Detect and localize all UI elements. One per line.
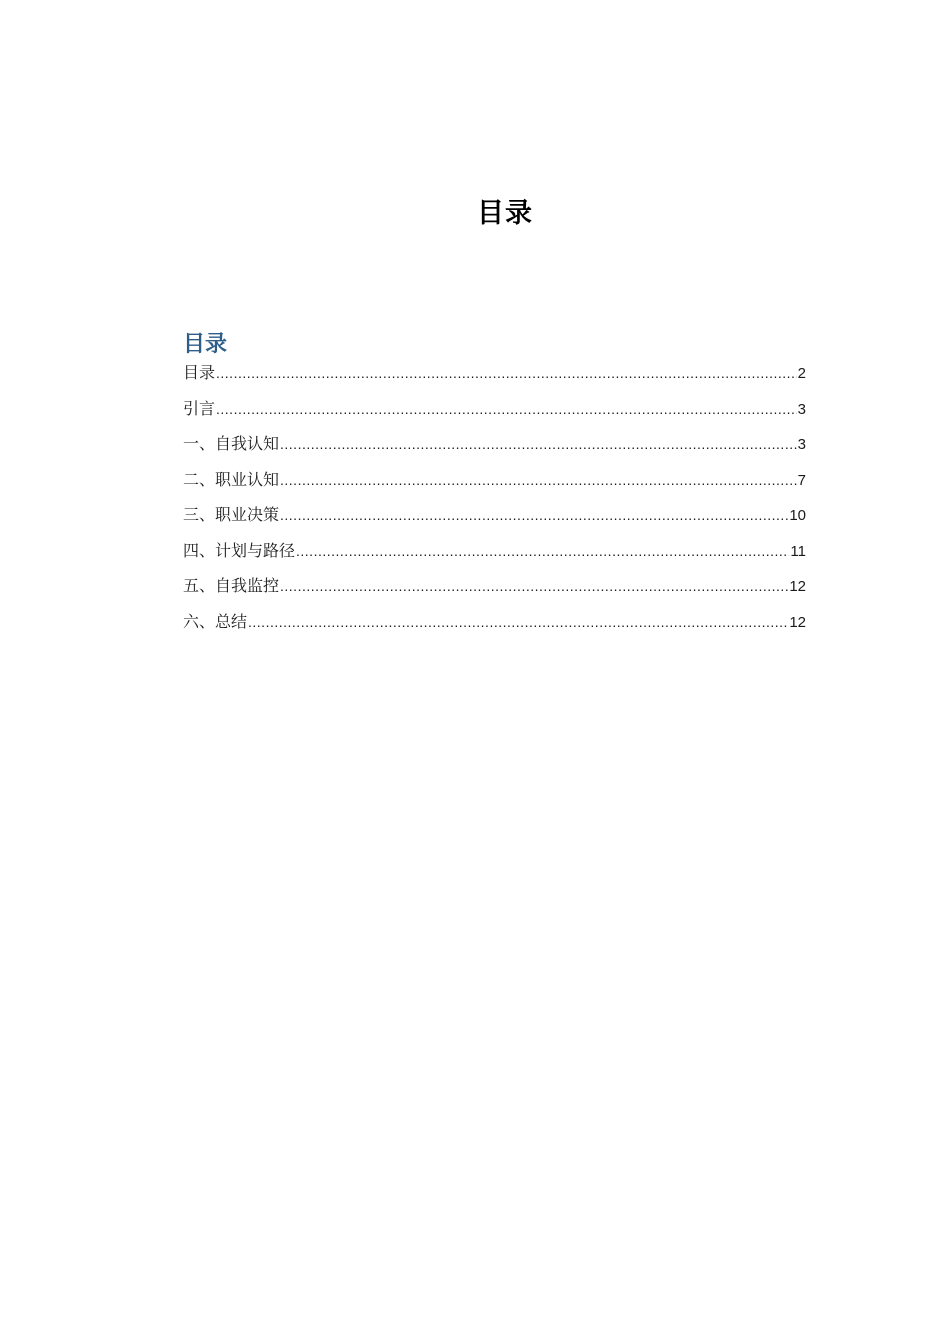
page-title: 目录 (477, 198, 533, 229)
toc-dot-leader (280, 503, 788, 527)
toc-entry-plan-and-path[interactable] (183, 539, 806, 575)
toc-dot-leader (216, 361, 797, 385)
toc-dot-leader (280, 574, 788, 598)
toc-entry-contents[interactable] (183, 361, 806, 397)
toc-entry-page: 7 (797, 471, 806, 489)
toc-entry-career-awareness[interactable] (183, 468, 806, 504)
toc-entry-page: 3 (797, 400, 806, 418)
toc-dot-leader (248, 610, 788, 634)
toc-entry-career-decision[interactable] (183, 503, 806, 539)
toc-dot-leader (280, 432, 797, 456)
toc-entry-label: 三、职业决策 (183, 505, 280, 524)
toc-entry-summary[interactable] (183, 610, 806, 646)
toc-dot-leader (216, 397, 797, 421)
toc-entry-label: 六、总结 (183, 611, 248, 631)
toc-entry-label: 目录 (183, 363, 216, 382)
toc-entry-page: 12 (789, 613, 806, 631)
toc-entry-page: 3 (797, 436, 806, 453)
toc-entry-label: 二、职业认知 (183, 469, 280, 489)
table-of-contents (183, 361, 806, 645)
toc-entry-page: 10 (789, 507, 806, 524)
toc-dot-leader (296, 539, 789, 563)
toc-entry-introduction[interactable] (183, 397, 806, 433)
toc-entry-page: 2 (797, 365, 806, 382)
toc-entry-page: 12 (789, 578, 806, 595)
toc-entry-label: 四、计划与路径 (183, 540, 296, 560)
toc-entry-self-awareness[interactable] (183, 432, 806, 468)
toc-entry-label: 五、自我监控 (183, 576, 280, 595)
toc-entry-label: 一、自我认知 (183, 434, 280, 453)
toc-entry-self-monitoring[interactable] (183, 574, 806, 610)
toc-dot-leader (280, 468, 797, 492)
toc-heading: 目录 (183, 332, 228, 357)
toc-entry-label: 引言 (183, 398, 216, 418)
toc-entry-page: 11 (790, 542, 806, 560)
